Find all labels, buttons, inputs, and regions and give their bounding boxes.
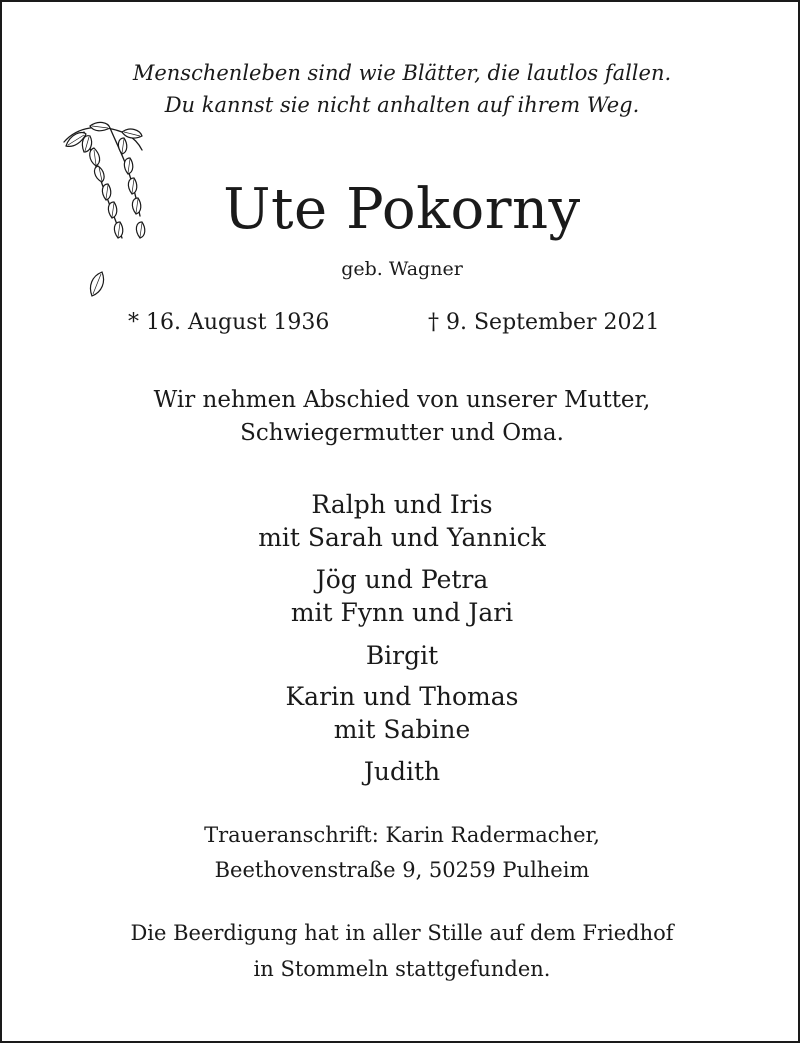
death-date: † 9. September 2021 — [428, 310, 660, 335]
motto-line-1: Menschenleben sind wie Blätter, die lautlos fallen. — [132, 61, 672, 85]
burial-line-1: Die Beerdigung hat in aller Stille auf dem Friedhof — [130, 921, 674, 945]
burial-line-2: in Stommeln stattgefunden. — [253, 957, 551, 981]
mourner-line: Judith — [363, 757, 441, 786]
mourner-line: mit Sabine — [333, 715, 471, 744]
maiden-name: geb. Wagner — [341, 258, 463, 280]
mourner-line: mit Sarah und Yannick — [258, 523, 546, 552]
farewell-line-1: Wir nehmen Abschied von unserer Mutter, — [153, 387, 651, 413]
mourner-line: Ralph und Iris — [311, 490, 493, 519]
deceased-name: Ute Pokorny — [223, 177, 581, 242]
mourner-line: mit Fynn und Jari — [290, 598, 514, 627]
birth-date: * 16. August 1936 — [128, 310, 330, 335]
address-line-2: Beethovenstraße 9, 50259 Pulheim — [214, 858, 590, 882]
address-line-1: Traueranschrift: Karin Radermacher, — [204, 823, 600, 847]
motto-line-2: Du kannst sie nicht anhalten auf ihrem Weg. — [164, 93, 640, 117]
farewell-line-2: Schwiegermutter und Oma. — [240, 420, 564, 446]
mourner-line: Karin und Thomas — [285, 682, 519, 711]
mourner-line: Jög und Petra — [315, 565, 489, 594]
mourner-line: Birgit — [365, 641, 439, 670]
